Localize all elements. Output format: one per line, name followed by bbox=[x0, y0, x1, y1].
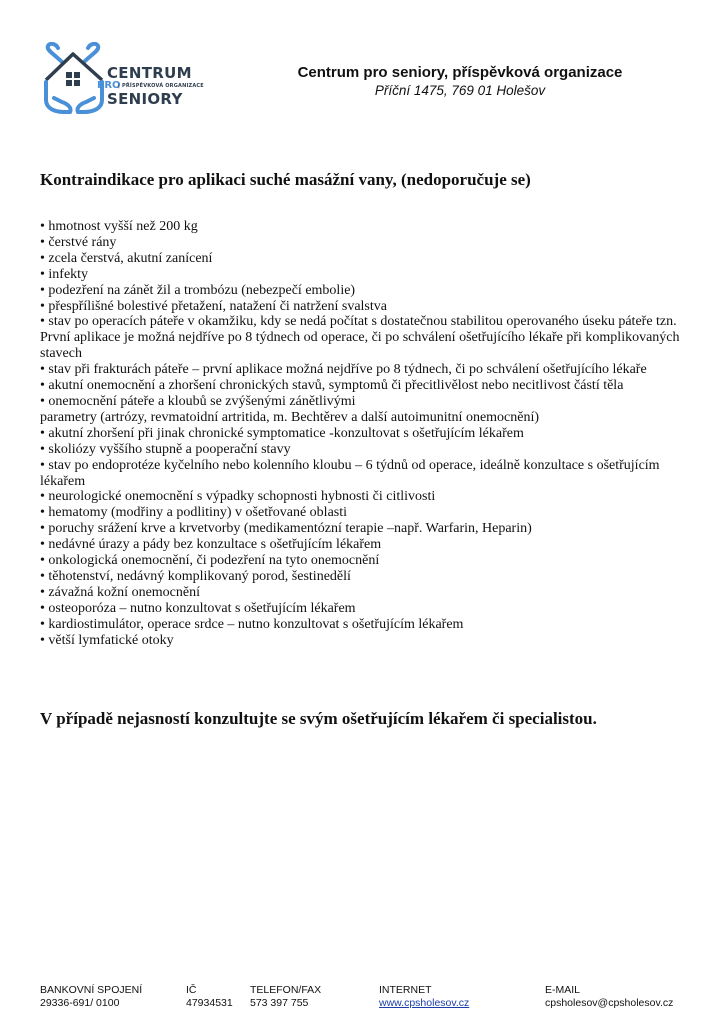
list-item: • neurologické onemocnění s výpadky schopnosti hybnosti či citlivosti bbox=[40, 489, 436, 505]
list-item: • stav po operacích páteře v okamžiku, kdy se nedá počítat s dostatečnou stabilitou operovaného úseku páteře tzn. První aplikace je možná nejdříve po 8 týdnech od operace, či po schválení ošetřujícího lékaře při komplikovaných stavech bbox=[40, 314, 680, 362]
list-item: • čerstvé rány bbox=[40, 234, 117, 250]
list-item: • stav při frakturách páteře – první aplikace možná nejdříve po 8 týdnech, či po schválení ošetřujícího lékaře bbox=[40, 362, 647, 378]
footer-ic bbox=[186, 984, 233, 1010]
list-item: • akutní zhoršení při jinak chronické symptomatice -konzultovat s ošetřujícím lékařem bbox=[40, 425, 524, 441]
footer-email-value: cpsholesov@cpsholesov.cz bbox=[545, 997, 674, 1009]
footer-ic-value: 47934531 bbox=[186, 997, 233, 1009]
website-link[interactable]: www.cpsholesov.cz bbox=[379, 997, 470, 1009]
logo-text-seniory: SENIORY bbox=[107, 90, 183, 108]
list-item: • podezření na zánět žil a trombózu (nebezpečí embolie) bbox=[40, 282, 356, 298]
list-item: • infekty bbox=[40, 266, 89, 282]
list-item: • zcela čerstvá, akutní zanícení bbox=[40, 250, 213, 266]
organization-name: Centrum pro seniory, příspěvková organizace bbox=[297, 64, 623, 81]
footer-bank-value: 29336-691/ 0100 bbox=[40, 997, 120, 1009]
footer-ic-label: IČ bbox=[186, 984, 197, 996]
list-item: • kardiostimulátor, operace srdce – nutno konzultovat s ošetřujícím lékařem bbox=[40, 616, 464, 632]
logo-text-pro: PRO bbox=[97, 80, 121, 91]
footer-internet-label: INTERNET bbox=[379, 984, 432, 996]
logo-text-centrum: CENTRUM bbox=[107, 64, 192, 82]
list-item: • akutní onemocnění a zhoršení chronických stavů, symptomů či přecitlivělost nebo necitlivost částí těla bbox=[40, 378, 624, 394]
organization-address: Příční 1475, 769 01 Holešov bbox=[374, 83, 546, 98]
logo-subtitle: | PŘÍSPĚVKOVÁ ORGANIZACE bbox=[118, 83, 204, 89]
list-item: • větší lymfatické otoky bbox=[40, 632, 174, 648]
list-item: • hematomy (modřiny a podlitiny) v ošetřované oblasti bbox=[40, 505, 348, 521]
organization-header bbox=[250, 64, 670, 99]
footer-bank bbox=[40, 984, 142, 1010]
list-item: • onkologická onemocnění, či podezření na tyto onemocnění bbox=[40, 553, 380, 569]
footer-phone-value: 573 397 755 bbox=[250, 997, 309, 1009]
list-item: • stav po endoprotéze kyčelního nebo kolenního kloubu – 6 týdnů od operace, ideálně konzultace s ošetřujícím lékařem bbox=[40, 457, 660, 489]
list-item: • přespřílišné bolestivé přetažení, natažení či natržení svalstva bbox=[40, 298, 387, 314]
list-item: • osteoporóza – nutno konzultovat s ošetřujícím lékařem bbox=[40, 600, 356, 616]
footer-email bbox=[545, 984, 673, 1010]
contraindication-list bbox=[40, 219, 690, 648]
document-title: Kontraindikace pro aplikaci suché masážní vany, (nedoporučuje se) bbox=[40, 170, 531, 189]
list-item: • závažná kožní onemocnění bbox=[40, 584, 200, 600]
list-item: • skoliózy vyššího stupně a pooperační stavy bbox=[40, 441, 291, 457]
list-item: • nedávné úrazy a pády bez konzultace s ošetřujícím lékařem bbox=[40, 537, 382, 553]
organization-logo bbox=[40, 42, 240, 118]
footer-phone-label: TELEFON/FAX bbox=[250, 984, 322, 996]
list-item: • onemocnění páteře a kloubů se zvýšenými zánětlivými bbox=[40, 393, 356, 409]
footer-bank-label: BANKOVNÍ SPOJENÍ bbox=[40, 984, 143, 996]
list-item-continuation: parametry (artrózy, revmatoidní artritida, m. Bechtěrev a další autoimunitní onemocnění) bbox=[40, 409, 540, 425]
list-item: • poruchy srážení krve a krvetvorby (medikamentózní terapie –např. Warfarin, Heparin) bbox=[40, 521, 532, 537]
footer-internet bbox=[379, 984, 469, 1010]
footer-email-label: E-MAIL bbox=[545, 984, 581, 996]
footer-phone bbox=[250, 984, 321, 1010]
list-item: • těhotenství, nedávný komplikovaný porod, šestinedělí bbox=[40, 568, 351, 584]
list-item: • hmotnost vyšší než 200 kg bbox=[40, 219, 198, 234]
closing-note: V případě nejasností konzultujte se svým ošetřujícím lékařem či specialistou. bbox=[40, 709, 597, 728]
